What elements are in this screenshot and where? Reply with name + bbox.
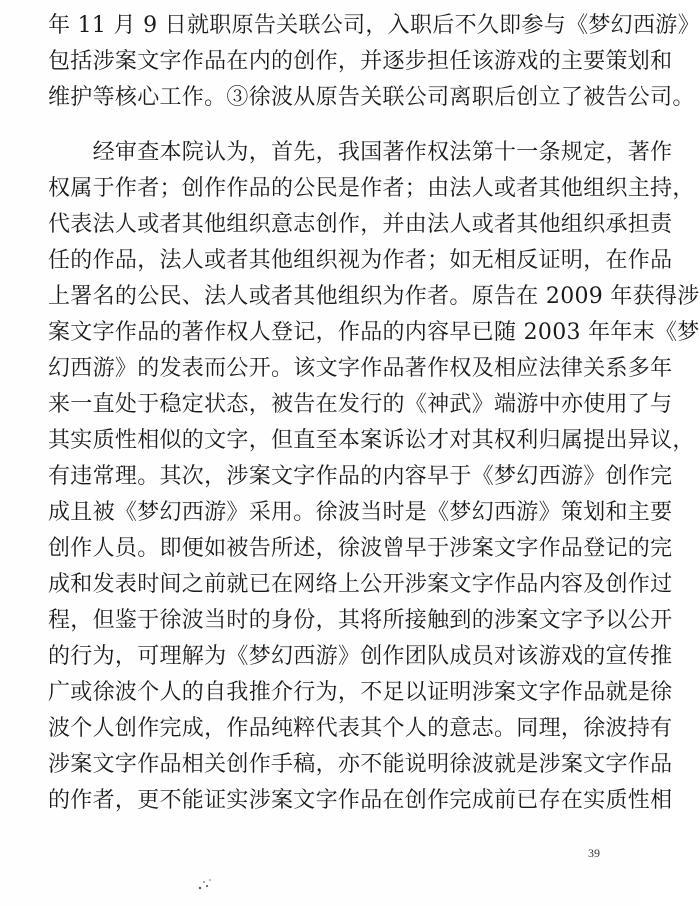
- text-line: 波个人创作完成，作品纯粹代表其个人的意志。同理，徐波持有: [48, 716, 673, 741]
- text-line: 年 11 月 9 日就职原告关联公司，入职后不久即参与《梦幻西游》: [48, 13, 700, 38]
- text-line: 的行为，可理解为《梦幻西游》创作团队成员对该游戏的宣传推: [48, 644, 673, 669]
- text-line: 来一直处于稳定状态，被告在发行的《神武》端游中亦使用了与: [48, 392, 673, 417]
- text-line: 维护等核心工作。③徐波从原告关联公司离职后创立了被告公司。: [48, 85, 695, 110]
- text-line: 广或徐波个人的自我推介行为，不足以证明涉案文字作品就是徐: [48, 680, 673, 705]
- text-line: 涉案文字作品相关创作手稿，亦不能说明徐波就是涉案文字作品: [48, 752, 673, 777]
- text-line: 权属于作者；创作作品的公民是作者；由法人或者其他组织主持，: [48, 176, 695, 201]
- text-line: 经审查本院认为，首先，我国著作权法第十一条规定，著作: [48, 140, 673, 165]
- text-line: 代表法人或者其他组织意志创作，并由法人或者其他组织承担责: [48, 212, 673, 237]
- text-line: 其实质性相似的文字，但直至本案诉讼才对其权利归属提出异议，: [48, 428, 695, 453]
- text-line: 程，但鉴于徐波当时的身份，其将所接触到的涉案文字予以公开: [48, 608, 673, 633]
- text-line: 创作人员。即便如被告所述，徐波曾早于涉案文字作品登记的完: [48, 536, 673, 561]
- text-line: 案文字作品的著作权人登记，作品的内容早已随 2003 年年末《梦: [48, 320, 700, 345]
- text-line: 包括涉案文字作品在内的创作，并逐步担任该游戏的主要策划和: [48, 49, 673, 74]
- text-line: 上署名的公民、法人或者其他组织为作者。原告在 2009 年获得涉: [48, 284, 700, 309]
- text-line: 有违常理。其次，涉案文字作品的内容早于《梦幻西游》创作完: [48, 464, 673, 489]
- page-number: 39: [588, 846, 600, 860]
- text-line: 成且被《梦幻西游》采用。徐波当时是《梦幻西游》策划和主要: [48, 500, 673, 525]
- text-line: 幻西游》的发表而公开。该文字作品著作权及相应法律关系多年: [48, 356, 673, 381]
- scan-speck-mark: [196, 876, 214, 892]
- text-line: 的作者，更不能证实涉案文字作品在创作完成前已存在实质性相: [48, 788, 673, 813]
- text-line: 成和发表时间之前就已在网络上公开涉案文字作品内容及创作过: [48, 572, 673, 597]
- text-line: 任的作品，法人或者其他组织视为作者；如无相反证明，在作品: [48, 248, 673, 273]
